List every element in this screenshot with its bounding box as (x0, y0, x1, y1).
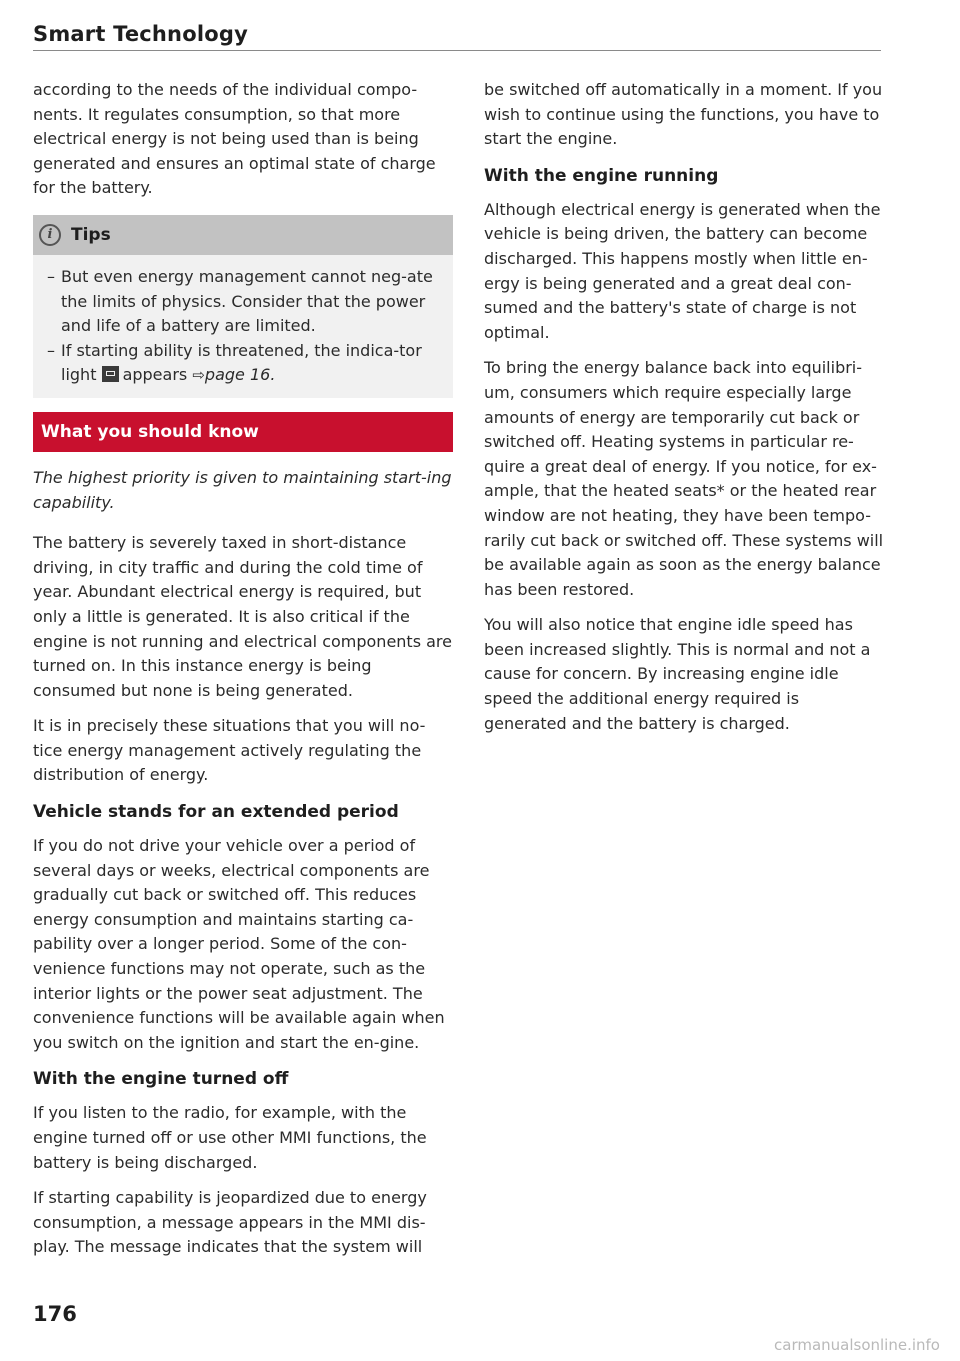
section-heading: What you should know (33, 412, 453, 452)
tip-text: If starting ability is threatened, the indica-tor light appears ⇨page 16. (61, 340, 422, 385)
section-lead: The highest priority is given to maintaining start-ing capability. (33, 467, 452, 512)
info-icon: i (39, 224, 61, 246)
paragraph: To bring the energy balance back into equilibri-um, consumers which require especially large amounts of energy are temporarily cut back or switched off. Heating systems in particular re-quire a great deal of energy. If you notice, for ex-ample, that the heated seats* or the heated rear window are not heating, they have been tempo-rarily cut back or switched off. These systems will be available again as soon as the energy balance has been restored. (484, 358, 884, 599)
paragraph: Although electrical energy is generated when the vehicle is being driven, the battery can become discharged. This happens mostly when little en-ergy is being generated and a great deal con-sumed and the battery's state of charge is not optimal. (484, 199, 881, 342)
tip-item: – But even energy management cannot neg-ate the limits of physics. Consider that the power and life of a battery are limited. (47, 265, 443, 339)
tips-header (33, 215, 453, 255)
paragraph: be switched off automatically in a moment. If you wish to continue using the functions, you have to start the engine. (484, 80, 883, 149)
paragraph: If you do not drive your vehicle over a period of several days or weeks, electrical components are gradually cut back or switched off. This reduces energy consumption and maintains starting ca-pability over a longer period. Some of the con-venience functions may not operate, such as the interior lights or the power seat adjustment. The convenience functions will be available again when you switch on the ignition and start the en-gine. (33, 836, 445, 1052)
paragraph: The battery is severely taxed in short-distance driving, in city traffic and during the cold time of year. Abundant electrical energy is required, but only a little is generated. It is also critical if the engine is not running and electrical components are turned on. In this instance energy is being consumed but none is being generated. (33, 533, 452, 700)
tip-text: But even energy management cannot neg-ate the limits of physics. Consider that the power and life of a battery are limited. (61, 266, 433, 336)
header-divider (33, 50, 881, 51)
battery-warning-icon (102, 366, 119, 382)
page-reference-link[interactable]: page 16. (204, 365, 276, 385)
paragraph: You will also notice that engine idle speed has been increased slightly. This is normal and not a cause for concern. By increasing engine idle speed the additional energy required is generated and the battery is charged. (484, 615, 871, 733)
subheading-engine-off: With the engine turned off (33, 1069, 289, 1090)
page-header-title: Smart Technology (33, 22, 248, 46)
tips-body (33, 255, 453, 398)
tips-title: Tips (71, 224, 111, 245)
watermark: carmanualsonline.info (774, 1336, 940, 1354)
left-column (33, 78, 453, 1271)
paragraph: If starting capability is jeopardized due to energy consumption, a message appears in the MMI dis-play. The message indicates that the system will (33, 1188, 427, 1257)
paragraph: If you listen to the radio, for example, with the engine turned off or use other MMI functions, the battery is being discharged. (33, 1103, 427, 1172)
page-number: 176 (33, 1302, 77, 1326)
tip-item: – If starting ability is threatened, the indica-tor light appears ⇨page 16. (47, 339, 443, 388)
subheading-extended-period: Vehicle stands for an extended period (33, 802, 399, 823)
arrow-right-icon: ⇨ (192, 366, 205, 385)
tips-box (33, 215, 453, 398)
intro-paragraph: according to the needs of the individual compo-nents. It regulates consumption, so that more electrical energy is not being used than is being generated and ensures an optimal state of charge for the battery. (33, 80, 436, 198)
subheading-engine-running: With the engine running (484, 165, 719, 186)
paragraph: It is in precisely these situations that you will no-tice energy management actively regulating the distribution of energy. (33, 716, 426, 785)
right-column (484, 78, 884, 747)
